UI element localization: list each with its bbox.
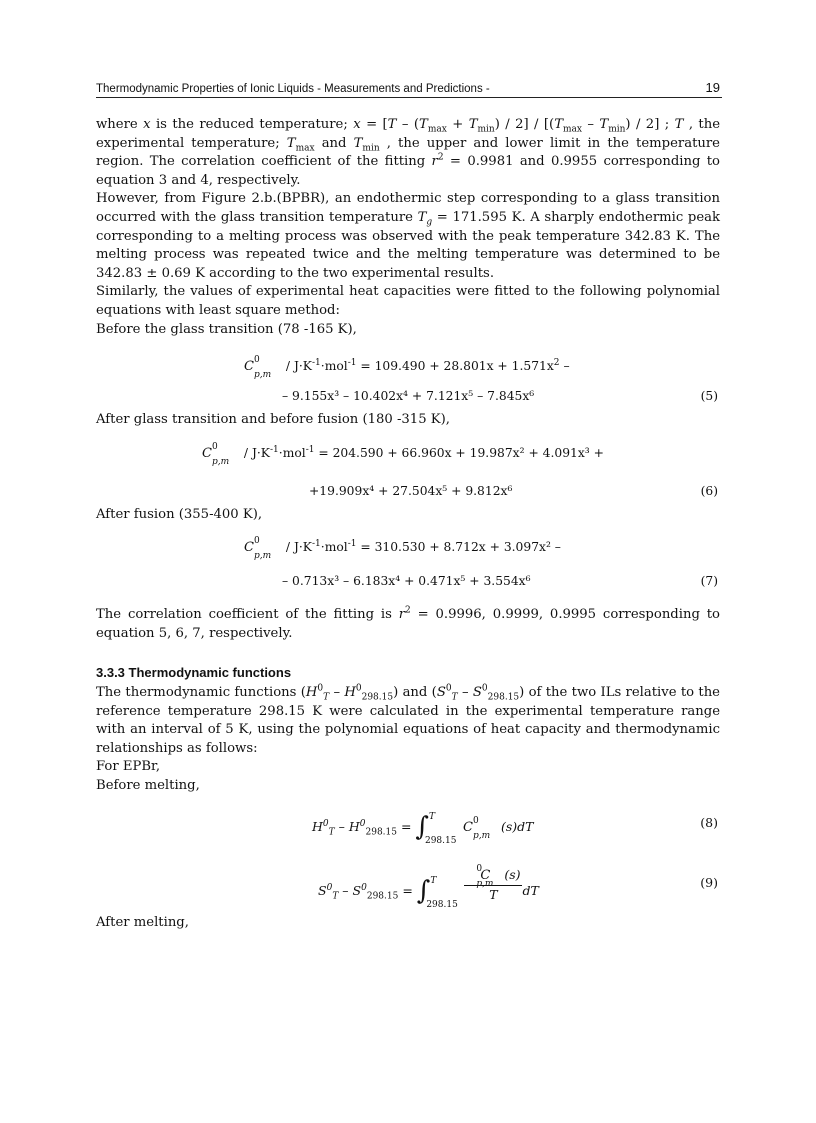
running-header [96, 80, 722, 98]
page-number: 19 [705, 80, 720, 95]
equation-5-line-2: – 9.155x³ – 10.402x⁴ + 7.121x⁵ – 7.845x⁶ (5) [96, 381, 720, 411]
equation-6-line-1: C 0 p,m / $J\cdot K^{-1}\cdot mol^{-1} = 204.590 + 66.960x + 19.987x^2 + 4.091x^3$ + [202, 441, 604, 467]
label-for-epbr: For EPBr, [96, 759, 161, 775]
label-after-glass-transition: After glass transition and before fusion (180 -315 K), [96, 412, 450, 428]
equation-7-line-1: C 0 p,m / $J\cdot K^{-1}\cdot mol^{-1} = 310.530 + 8.712x + 3.097x^2$ – [244, 536, 561, 562]
paragraph-polynomial-fit: Similarly, the values of experimental heat capacities were fitted to the following polynomial equations with least square method: [96, 284, 720, 318]
equation-8-number: (8) [700, 814, 718, 830]
equation-9-number: (9) [700, 874, 718, 890]
paragraph-glass-transition: However, from Figure 2.b.(BPBR), an endothermic step corresponding to a glass transition occurred with the glass transition temperature $T_g = 171.595$ K. A sharply endothermic peak corresponding to a melting process was observed with the peak temperature 342.83 K. The melting process was repeated twice and the melting temperature was determined to be 342.83 ± 0.69 K according to the two experimental results. [96, 191, 720, 281]
section-heading: 3.3.3 Thermodynamic functions [96, 664, 292, 680]
label-before-glass-transition: Before the glass transition (78 -165 K), [96, 321, 357, 337]
label-after-fusion: After fusion (355-400 K), [96, 506, 263, 522]
equation-8: $H^0_T - H^0_{298.15}$ = ∫ T 298.15 C 0 p,m (s)dT (8) [312, 811, 718, 846]
equation-9: $S^0_T - S^0_{298.15}$ = ∫ T 298.15 C 0 p,m (s) T dT (9) [318, 863, 718, 910]
cp-symbol: C 0 p,m [244, 355, 272, 381]
integral-sign: ∫ [416, 875, 431, 906]
equation-7-number: (7) [700, 574, 718, 589]
equation-6-line-2: +19.909x⁴ + 27.504x⁵ + 9.812x⁶ (6) [96, 476, 720, 506]
running-title: Thermodynamic Properties of Ionic Liquids - Measurements and Predictions - [96, 83, 490, 95]
label-before-melting: Before melting, [96, 778, 200, 794]
cp-symbol: C 0 p,m [244, 536, 272, 562]
label-after-melting: After melting, [96, 914, 189, 930]
equation-5-line-1: C 0 p,m / $J\cdot K^{-1}\cdot mol^{-1} = 109.490 + 28.801x + 1.571x^2$ – [244, 355, 570, 381]
cp-symbol: C 0 p,m [202, 441, 230, 467]
paragraph-correlation: The correlation coefficient of the fitting is $r^2 = 0.9996$, 0.9999, 0.9995 corresponding to equation 5, 6, 7, respectively. [96, 605, 720, 641]
equation-6-number: (6) [700, 483, 718, 498]
integral-sign: ∫ [415, 811, 429, 842]
page-body [96, 116, 720, 932]
equation-5-number: (5) [700, 389, 718, 404]
equation-7-line-2: – 0.713x³ – 6.183x⁴ + 0.471x⁵ + 3.554x⁶ (7) [96, 566, 720, 596]
paragraph-thermodynamic-functions: The thermodynamic functions $(H^0_T - H^0_{298.15})$ and $(S^0_T - S^0_{298.15})$ of the two ILs relative to the reference temperature 298.15 K were calculated in the experimental temperature range with an interval of 5 K, using the polynomial equations of heat capacity and thermodynamic relationships as follows: [96, 683, 720, 756]
paragraph-reduced-temperature: where x is the reduced temperature; $x = [T - (T_{max} + T_{min}) / 2] / [(T_{max} - T_{min}) / 2]$ ; T , the experimental temperature; $T_{max}$ and $T_{min}$ , the upper and lower limit in the temperature region. The correlation coefficient of the fitting $r^2 = 0.9981$ and 0.9955 corresponding to equation 3 and 4, respectively. [96, 117, 721, 188]
